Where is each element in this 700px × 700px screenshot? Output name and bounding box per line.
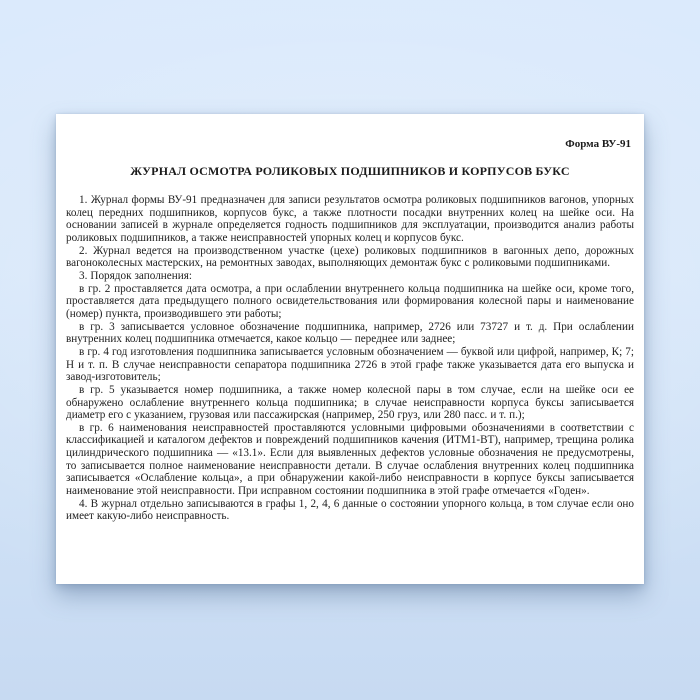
document-title: ЖУРНАЛ ОСМОТРА РОЛИКОВЫХ ПОДШИПНИКОВ И КОРПУСОВ БУКС bbox=[130, 164, 570, 178]
paragraph: в гр. 3 записывается условное обозначение подшипника, например, 2726 или 73727 и т. д. При ослаблении внутренних колец подшипника отмечается, какое кольцо — переднее или заднее; bbox=[66, 320, 634, 346]
paragraph: 3. Порядок заполнения: bbox=[79, 269, 192, 282]
paragraph: в гр. 6 наименования неисправностей проставляются условными цифровыми обозначениями в соответствии с классификацией и каталогом дефектов и повреждений подшипников качения (ИТМ1-ВТ), например, трещина ролика цилиндрического подшипника — «13.1». Если для выявленных дефектов условные обозначения не предусмотрены, то записывается полное наименование неисправности детали. В случае ослабления внутренних колец подшипника записывается «Ослабление кольца», а при обнаружении какой-либо неисправности в корпусе буксы записывается наименование этой неисправности. При исправном состоянии подшипника в этой графе отмечается «Годен». bbox=[66, 421, 634, 498]
document-page bbox=[56, 114, 644, 584]
paragraph: 4. В журнал отдельно записываются в графы 1, 2, 4, 6 данные о состоянии упорного кольца, в том случае если оно имеет какую-либо неисправность. bbox=[66, 497, 634, 523]
paragraph: в гр. 2 проставляется дата осмотра, а при ослаблении внутреннего кольца подшипника на шейке оси, кроме того, проставляется дата предыдущего полного освидетельствования или формирования колесной пары и наименование (номер) пункта, производившего эти работы; bbox=[66, 282, 634, 320]
paragraph: 1. Журнал формы ВУ-91 предназначен для записи результатов осмотра роликовых подшипников вагонов, упорных колец передних подшипников, корпусов букс, а также плотности посадки внутренних колец на шейке оси. На основании записей в журнале определяется годность подшипников для эксплуатации, производится анализ работы роликовых подшипников, а также неисправностей упорных колец и корпусов букс. bbox=[66, 194, 634, 244]
paragraph: в гр. 5 указывается номер подшипника, а также номер колесной пары в том случае, если на шейке оси ее обнаружено ослабление внутреннего кольца подшипника; в случае неисправности корпуса буксы записывается диаметр его с указанием, грузовая или пассажирская (например, 250 груз, или 280 пасс. и т. п.); bbox=[66, 383, 634, 422]
paragraph: 2. Журнал ведется на производственном участке (цехе) роликовых подшипников в вагонных депо, дорожных вагоноколесных мастерских, на ремонтных заводах, выполняющих демонтаж букс с роликовыми подшипниками. bbox=[66, 244, 634, 270]
form-number-label: Форма ВУ-91 bbox=[565, 138, 631, 150]
document-body bbox=[66, 194, 634, 523]
paragraph: в гр. 4 год изготовления подшипника записывается условным обозначением — буквой или цифрой, например, К; 7; Н и т. п. В случае неисправности сепаратора подшипника 2726 в этой графе также указывается дата его выпуска и завод-изготовитель; bbox=[66, 345, 634, 384]
